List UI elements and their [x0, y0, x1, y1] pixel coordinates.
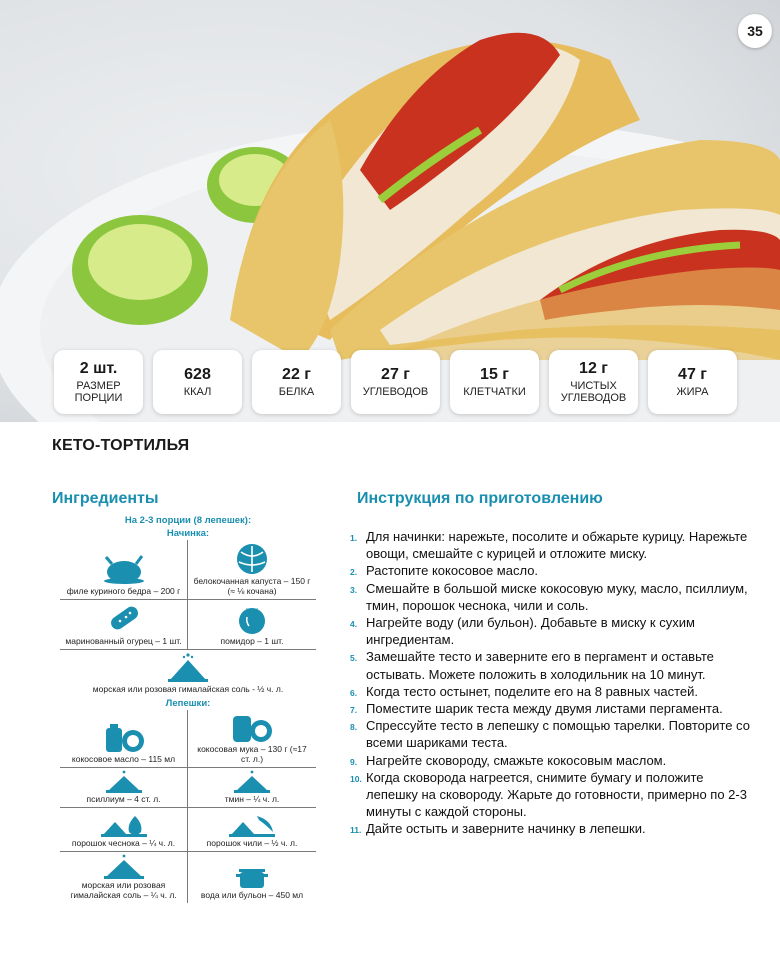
- stat-value: 15 г: [480, 366, 509, 383]
- tortilla-grid: [60, 710, 316, 903]
- nutrition-stats: [54, 350, 744, 414]
- ingredients-heading: Ингредиенты: [52, 490, 159, 507]
- step-text: Растопите кокосовое масло.: [366, 563, 539, 579]
- stat-label: КЛЕТЧАТКИ: [463, 386, 526, 398]
- coconut-flour-icon: [230, 712, 274, 744]
- step-text: Дайте остыть и заверните начинку в лепешки.: [366, 821, 646, 837]
- ingredient-item: [188, 600, 316, 649]
- step-number: 7.: [350, 705, 358, 716]
- stat-net-carbs: [549, 350, 638, 414]
- ingredient-item: [188, 852, 316, 903]
- instruction-step: [350, 648, 750, 682]
- ingredient-item: [60, 768, 188, 807]
- ingredient-item: [60, 650, 316, 697]
- ingredient-label: помидор – 1 шт.: [220, 636, 284, 646]
- ingredient-item: [188, 540, 316, 599]
- step-number: 3.: [350, 584, 358, 595]
- ingredient-item: [60, 852, 188, 903]
- step-number: 1.: [350, 533, 358, 543]
- step-text: Поместите шарик теста между двумя листами пергамента.: [366, 701, 723, 717]
- stat-kcal: [153, 350, 242, 414]
- ingredient-item: [60, 600, 188, 649]
- salt-icon: [166, 652, 210, 684]
- salt-icon: [102, 854, 146, 880]
- stat-fat: [648, 350, 737, 414]
- cabbage-icon: [233, 542, 271, 576]
- ingredient-label: кокосовая мука – 130 г (≈17 ст. л.): [197, 744, 307, 764]
- step-text: Нагрейте сковороду, смажьте кокосовым маслом.: [366, 752, 667, 768]
- pot-icon: [234, 864, 270, 890]
- step-text: Замешайте тесто и заверните его в пергамент и оставьте остывать. Можете положить в холодильник на 10 минут.: [366, 649, 714, 682]
- stat-label: ККАЛ: [183, 386, 212, 398]
- stat-label: ЖИРА: [676, 386, 709, 398]
- coconut-oil-icon: [102, 722, 146, 754]
- ingredient-label: тмин – ¼ ч. л.: [224, 794, 280, 804]
- instruction-step: [350, 752, 750, 769]
- instructions-heading: Инструкция по приготовлению: [357, 490, 603, 507]
- chili-icon: [227, 810, 277, 838]
- instruction-step: [350, 717, 750, 751]
- ingredient-label: морская или розовая гималайская соль – ¼ ч. л.: [70, 880, 177, 900]
- instruction-step: [350, 562, 750, 579]
- stat-serving: [54, 350, 143, 414]
- ingredient-label: филе куриного бедра – 200 г: [66, 586, 181, 596]
- stat-value: 27 г: [381, 366, 410, 383]
- stat-value: 628: [184, 366, 211, 383]
- step-text: Нагрейте воду (или бульон). Добавьте в миску к сухим ингредиентам.: [366, 615, 695, 648]
- tortilla-subheading: Лепешки:: [165, 698, 211, 709]
- instruction-step: [350, 580, 750, 614]
- ingredient-item: [60, 710, 188, 767]
- instruction-step: [350, 528, 750, 562]
- step-number: 2.: [350, 567, 358, 578]
- ingredient-label: псиллиум – 4 ст. л.: [86, 794, 161, 804]
- cumin-icon: [232, 770, 272, 794]
- stat-value: 22 г: [282, 366, 311, 383]
- recipe-title: КЕТО-ТОРТИЛЬЯ: [52, 437, 190, 454]
- ingredient-item: [60, 808, 188, 851]
- instruction-step: [350, 700, 750, 717]
- ingredient-item: [188, 710, 316, 767]
- filling-subheading: Начинка:: [166, 528, 210, 539]
- step-number: 4.: [350, 619, 358, 630]
- psyllium-icon: [104, 770, 144, 794]
- step-number: 9.: [350, 756, 358, 767]
- chicken-icon: [102, 552, 146, 586]
- ingredient-label: кокосовое масло – 115 мл: [71, 754, 176, 764]
- stat-carbs: [351, 350, 440, 414]
- stat-value: 2 шт.: [79, 360, 118, 377]
- step-number: 6.: [350, 687, 358, 698]
- step-text: Когда сковорода нагреется, снимите бумагу и положите лепешку на сковороду. Жарьте до готовности, примерно по 2-3 минуты с каждой стороны.: [366, 769, 747, 820]
- tomato-icon: [233, 602, 271, 636]
- instructions-list: [350, 528, 750, 838]
- stat-label: УГЛЕВОДОВ: [362, 386, 429, 398]
- ingredient-label: морская или розовая гималайская соль - ½ ч. л.: [92, 684, 284, 694]
- instruction-step: [350, 683, 750, 700]
- ingredient-item: [188, 768, 316, 807]
- ingredient-label: порошок чили – ½ ч. л.: [206, 838, 298, 848]
- step-text: Спрессуйте тесто в лепешку с помощью тарелки. Повторите со всеми шариками теста.: [366, 718, 750, 751]
- step-text: Смешайте в большой миске кокосовую муку, масло, псиллиум, тмин, порошок чеснока, чили и соль.: [366, 580, 748, 613]
- step-number: 8.: [350, 722, 358, 733]
- filling-grid: [60, 540, 316, 697]
- instruction-step: [350, 614, 750, 648]
- step-text: Для начинки: нарежьте, посолите и обжарьте курицу. Нарежьте овощи, смешайте с курицей и отложите миску.: [366, 529, 748, 562]
- page-number: 35: [738, 14, 772, 48]
- stat-value: 12 г: [579, 360, 608, 377]
- instruction-step: [350, 769, 750, 821]
- instruction-step: [350, 820, 750, 837]
- ingredient-label: белокочанная капуста – 150 г (≈ ⅛ кочана): [193, 576, 311, 596]
- stat-label: РАЗМЕР ПОРЦИИ: [74, 380, 123, 404]
- servings-note: На 2-3 порции (8 лепешек):: [124, 515, 252, 526]
- ingredient-label: порошок чеснока – ¼ ч. л.: [71, 838, 176, 848]
- ingredient-item: [188, 808, 316, 851]
- stat-value: 47 г: [678, 366, 707, 383]
- ingredient-label: вода или бульон – 450 мл: [200, 890, 304, 900]
- garlic-icon: [99, 810, 149, 838]
- cucumber-icon: [104, 602, 144, 636]
- stat-protein: [252, 350, 341, 414]
- stat-label: БЕЛКА: [278, 386, 315, 398]
- stat-label: ЧИСТЫХ УГЛЕВОДОВ: [560, 380, 627, 404]
- step-text: Когда тесто остынет, поделите его на 8 равных частей.: [366, 683, 698, 699]
- ingredients-section: [60, 514, 316, 903]
- step-number: 10.: [350, 773, 362, 784]
- stat-fiber: [450, 350, 539, 414]
- step-number: 11.: [350, 825, 362, 836]
- ingredient-label: маринованный огурец – 1 шт.: [65, 636, 182, 646]
- ingredient-item: [60, 540, 188, 599]
- step-number: 5.: [350, 653, 358, 664]
